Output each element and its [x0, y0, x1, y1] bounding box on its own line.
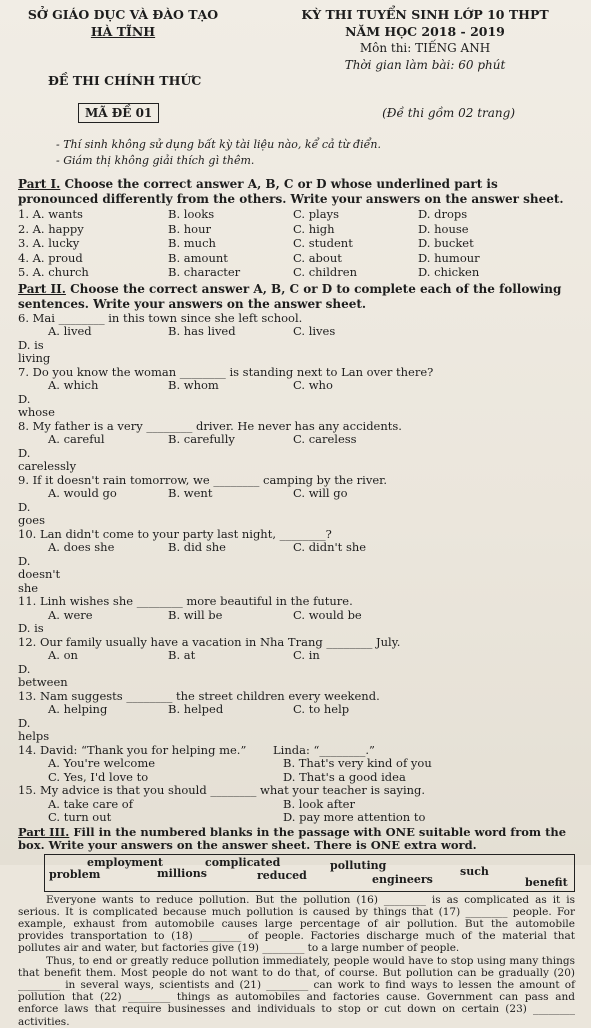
- option: D. carelessly: [18, 445, 77, 473]
- question: 9. If it doesn't rain tomorrow, we ________ camping by the river.: [18, 472, 388, 487]
- option: B. That's very kind of you: [283, 756, 432, 770]
- province: HÀ TĨNH: [90, 24, 156, 39]
- option: B. at: [168, 648, 196, 662]
- passage: [18, 894, 575, 1028]
- option: 5. A. church: [18, 265, 89, 279]
- option: D. doesn't she: [18, 553, 61, 595]
- option: B. has lived: [168, 324, 236, 338]
- exam-title: KỲ THI TUYỂN SINH LỚP 10 THPT: [301, 7, 549, 22]
- option: C. student: [293, 236, 353, 250]
- word: engineers: [372, 872, 433, 886]
- question: 12. Our family usually have a vacation in Nha Trang ________ July.: [18, 634, 401, 649]
- option: B. helped: [168, 702, 224, 716]
- question: 13. Nam suggests ________ the street children every weekend.: [18, 688, 380, 703]
- option: D. chicken: [418, 265, 480, 279]
- question-options: [18, 541, 575, 595]
- option: 1. A. wants: [18, 207, 83, 221]
- option: C. to help: [293, 702, 350, 716]
- question: 8. My father is a very ________ driver. He never has any accidents.: [18, 418, 402, 433]
- part2-questions: [18, 312, 575, 744]
- option: B. whom: [168, 378, 219, 392]
- pronunciation-row: [18, 265, 575, 280]
- option: C. Yes, I'd love to: [48, 769, 149, 784]
- option: B. did she: [168, 540, 226, 554]
- part1-title: Part I.: [18, 177, 61, 191]
- option: D. drops: [418, 207, 468, 221]
- option: B. will be: [168, 607, 223, 622]
- question-options: [18, 487, 575, 528]
- pronunciation-row: [18, 222, 575, 237]
- option: C. turn out: [48, 810, 112, 824]
- question-options: [18, 649, 575, 690]
- option: D. whose: [18, 391, 55, 419]
- question: 6. Mai ________ in this town since she left school.: [18, 310, 303, 325]
- question: 11. Linh wishes she ________ more beautiful in the future.: [18, 594, 353, 608]
- question-14: [18, 744, 575, 758]
- q14-options: [18, 757, 575, 784]
- pronunciation-row: [18, 236, 575, 251]
- option: B. much: [168, 236, 216, 250]
- option: A. were: [48, 607, 93, 622]
- question-15: 15. My advice is that you should ________ what your teacher is saying.: [18, 783, 426, 797]
- exam-code: MÃ ĐỀ 01: [78, 103, 159, 123]
- part2-instructions: [18, 282, 575, 312]
- part1-text: Choose the correct answer A, B, C or D whose underlined part is pronounced differently from the others. Write your answers on the answer sheet.: [18, 177, 564, 206]
- option: B. amount: [168, 250, 228, 265]
- department: SỞ GIÁO DỤC VÀ ĐÀO TẠO: [27, 7, 219, 22]
- page-count: (Đề thi gồm 02 trang): [382, 105, 515, 120]
- question-options: [18, 379, 575, 420]
- option: B. carefully: [168, 432, 235, 446]
- option: B. character: [168, 265, 241, 279]
- part1-options: [18, 207, 575, 280]
- option: D. house: [418, 221, 469, 236]
- question: 10. Lan didn't come to your party last night, ________?: [18, 526, 332, 541]
- option: C. plays: [293, 207, 339, 221]
- option: D. helps: [18, 715, 50, 743]
- question-options: [18, 325, 575, 366]
- option: D. pay more attention to: [283, 810, 426, 824]
- option: D. is living: [18, 337, 51, 365]
- option: D. humour: [418, 250, 480, 265]
- option: A. on: [48, 648, 78, 662]
- question: 7. Do you know the woman ________ is standing next to Lan over there?: [18, 364, 434, 379]
- option: A. would go: [48, 486, 117, 500]
- word: polluting: [330, 858, 387, 872]
- option: A. does she: [48, 540, 115, 554]
- option: A. careful: [48, 432, 105, 446]
- time-allowed: Thời gian làm bài: 60 phút: [344, 58, 506, 72]
- word: complicated: [205, 855, 281, 869]
- option: B. looks: [168, 207, 215, 221]
- pronunciation-row: [18, 207, 575, 222]
- option: D. between: [18, 661, 68, 689]
- pronunciation-row: [18, 251, 575, 266]
- option: D. is: [18, 621, 44, 635]
- option: B. hour: [168, 221, 211, 236]
- passage-paragraph: Everyone wants to reduce pollution. But the pollution (16) ________ is as complicated as it is serious. It is complicated because much pollution is caused by things that (17) ________ people. For example, exhaust from automobile causes large percentage of air pollution. But the automobile provides transportation to (18) ________ of people. Factories discharge much of the material that pollutes air and water, but factories give (19) ________ to a large number of people.: [18, 893, 575, 955]
- option: 2. A. happy: [18, 221, 84, 236]
- option: C. children: [293, 265, 357, 279]
- option: C. careless: [293, 432, 357, 446]
- option: 4. A. proud: [18, 250, 83, 265]
- question-options: [18, 433, 575, 474]
- part3-text: Fill in the numbered blanks in the passage with ONE suitable word from the box. Write your answers on the answer sheet. There is ONE extra word.: [18, 824, 567, 852]
- word-box: [44, 854, 575, 892]
- q15-options: [18, 798, 575, 825]
- code-row: [18, 103, 575, 123]
- option: C. lives: [293, 324, 336, 338]
- option: A. take care of: [48, 796, 133, 811]
- instructions: [18, 137, 575, 169]
- option: B. went: [168, 486, 213, 500]
- passage-paragraph: Thus, to end or greatly reduce pollution immediately, people would have to stop using many things that benefit them. Most people do not want to do that, of course. But pollution can be gradually (20) ________ in several ways, scientists and (21) ________ can work to find ways to lessen the amount of pollution that (22) ________ things as automobiles and factories cause. Government can pass and enforce laws that require businesses and individuals to stop or cut down on certain (23) ________ activities.: [18, 954, 575, 1028]
- option: C. in: [293, 648, 320, 662]
- option: C. high: [293, 221, 335, 236]
- question-options: [18, 703, 575, 744]
- option: A. helping: [48, 702, 108, 716]
- part1-instructions: [18, 177, 575, 207]
- official-label: ĐỀ THI CHÍNH THỨC: [48, 73, 202, 88]
- option: C. who: [293, 378, 333, 392]
- option: D. That's a good idea: [283, 769, 406, 784]
- header-right: [275, 6, 575, 74]
- option: A. You're welcome: [48, 756, 156, 770]
- option: C. would be: [293, 607, 362, 622]
- word: problem: [49, 867, 101, 881]
- option: D. goes: [18, 499, 45, 527]
- word: such: [460, 864, 489, 878]
- word: millions: [157, 866, 207, 880]
- question-reply: Linda: “________.”: [273, 742, 375, 757]
- option: 3. A. lucky: [18, 236, 80, 250]
- subject: Môn thi: TIẾNG ANH: [359, 41, 491, 55]
- option: C. about: [293, 250, 342, 265]
- part2-text: Choose the correct answer A, B, C or D to complete each of the following sentences. Write your answers on the answer sheet.: [18, 281, 562, 311]
- note: - Thí sinh không sử dụng bất kỳ tài liệu nào, kể cả từ điển.: [56, 138, 381, 151]
- question-options: [18, 609, 575, 636]
- school-year: NĂM HỌC 2018 - 2019: [345, 24, 505, 39]
- question-text: 14. David: “Thank you for helping me.”: [18, 742, 247, 757]
- word: benefit: [525, 875, 568, 889]
- option: C. didn't she: [293, 540, 367, 554]
- word: reduced: [257, 868, 307, 882]
- option: C. will go: [293, 486, 348, 500]
- option: A. lived: [48, 324, 92, 338]
- part2-title: Part II.: [18, 281, 66, 296]
- word: employment: [87, 855, 163, 869]
- note: - Giám thị không giải thích gì thêm.: [56, 154, 255, 167]
- header: [18, 0, 575, 74]
- option: D. bucket: [418, 236, 474, 250]
- part3-instructions: [18, 826, 575, 852]
- header-left: [18, 6, 228, 74]
- option: A. which: [48, 378, 99, 392]
- part3-title: Part III.: [18, 824, 70, 839]
- option: B. look after: [283, 796, 355, 811]
